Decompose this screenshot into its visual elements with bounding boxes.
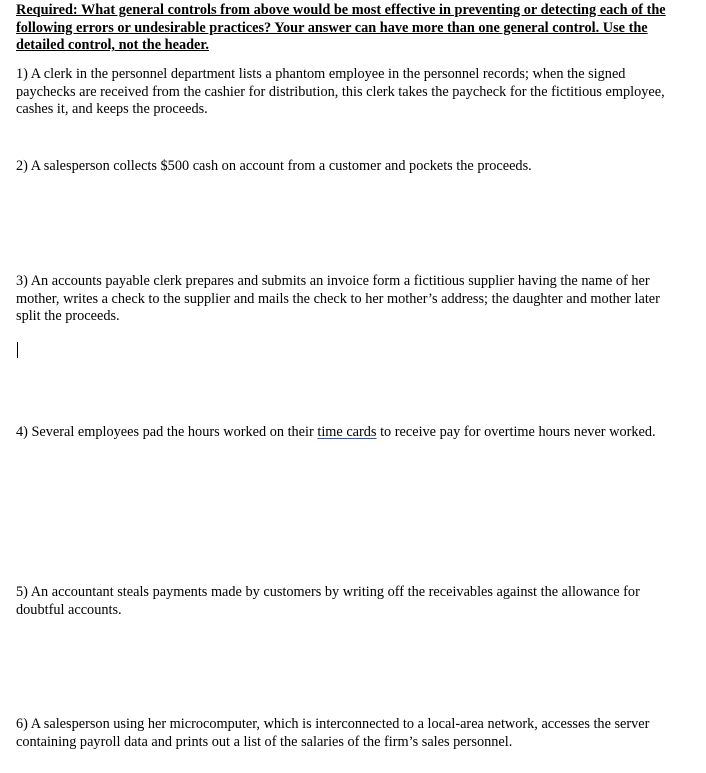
question-5: 5) An accountant steals payments made by customers by writing off the receivables against the allowance for doubtful accounts. bbox=[16, 584, 640, 618]
question-4 bbox=[16, 424, 682, 442]
question-4-text-after: to receive pay for overtime hours never worked. bbox=[376, 424, 656, 440]
question-4-spellcheck-word[interactable]: time cards bbox=[317, 424, 377, 440]
question-2: 2) A salesperson collects $500 cash on account from a customer and pockets the proceeds. bbox=[16, 158, 532, 174]
question-4-text-before: 4) Several employees pad the hours worked on their bbox=[16, 424, 318, 440]
question-6: 6) A salesperson using her microcomputer, which is interconnected to a local-area network, accesses the server containing payroll data and prints out a list of the salaries of the firm’s sales personnel. bbox=[16, 716, 650, 750]
question-3: 3) An accounts payable clerk prepares and submits an invoice form a fictitious supplier having the name of her mother, writes a check to the supplier and mails the check to her mother’s address; the daughter and mother later split the proceeds. bbox=[16, 273, 660, 324]
required-instructions: Required: What general controls from above would be most effective in preventing or detecting each of the following errors or undesirable practices? Your answer can have more than one general control. Use the detailed control, not the header. bbox=[16, 2, 666, 53]
text-cursor[interactable] bbox=[17, 342, 18, 358]
question-1: 1) A clerk in the personnel department lists a phantom employee in the personnel records; when the signed paychecks are received from the cashier for distribution, this clerk takes the paycheck for the fictitious employee, cashes it, and keeps the proceeds. bbox=[16, 66, 665, 117]
